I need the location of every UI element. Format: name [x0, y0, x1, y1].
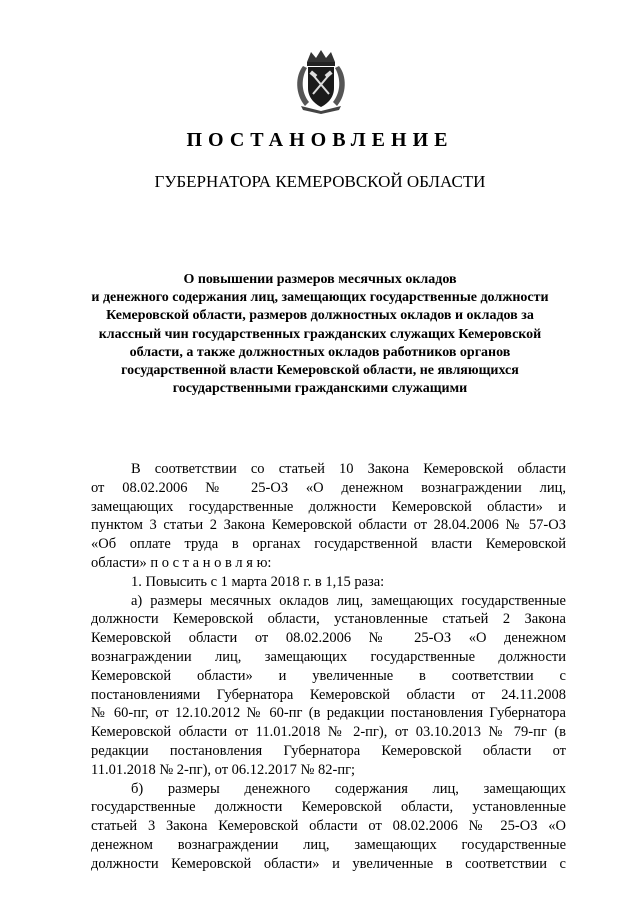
- body-line: редакции постановления Губернатора Кемеровской области от: [91, 742, 566, 759]
- body-line: а) размеры месячных окладов лиц, замещающих государственные: [131, 592, 566, 609]
- body-line: денежном вознаграждении лиц, замещающих государственные: [91, 836, 566, 853]
- body-line: области» п о с т а н о в л я ю:: [91, 554, 272, 571]
- body-line: Кемеровской области от 11.01.2018 № 2-пг), от 03.10.2013 № 79-пг (в: [91, 724, 566, 741]
- body-line: должности Кемеровской области» и увеличенные в соответствии с: [91, 855, 566, 872]
- body-line: постановлениями Губернатора Кемеровской области от 24.11.2008: [91, 686, 566, 703]
- title-line: Кемеровской области, размеров должностных окладов и окладов за: [106, 308, 534, 324]
- title-line: государственной власти Кемеровской области, не являющихся: [121, 363, 519, 379]
- title-line: классный чин государственных гражданских служащих Кемеровской: [98, 326, 542, 342]
- document-type-heading: ПОСТАНОВЛЕНИЕ: [186, 129, 454, 151]
- title-line: государственными гражданскими служащими: [172, 381, 468, 397]
- body-line: Кемеровской области» и увеличенные в соответствии с: [91, 667, 566, 684]
- issuer-heading: ГУБЕРНАТОРА КЕМЕРОВСКОЙ ОБЛАСТИ: [154, 172, 486, 191]
- title-line: О повышении размеров месячных окладов: [183, 272, 457, 287]
- body-line: вознаграждении лиц, замещающих государственные должности: [91, 648, 566, 665]
- body-line: государственные должности Кемеровской области, установленные: [91, 799, 566, 816]
- body-line: должности Кемеровской области, установленные статьей 2 Закона: [91, 611, 566, 628]
- body-line: статьей 3 Закона Кемеровской области от 08.02.2006 № 25-ОЗ «О: [91, 818, 566, 835]
- body-line: от 08.02.2006 № 25-ОЗ «О денежном вознаграждении лиц,: [91, 479, 566, 496]
- body-line: замещающих государственные должности Кемеровской области» и: [91, 498, 566, 515]
- body-line: пунктом 3 статьи 2 Закона Кемеровской области от 28.04.2006 № 57-ОЗ: [91, 517, 566, 534]
- title-line: области, а также должностных окладов работников органов: [129, 344, 511, 360]
- body-line: № 60-пг, от 12.10.2012 № 60-пг (в редакции постановления Губернатора: [91, 705, 566, 722]
- body-line: «Об оплате труда в органах государственной власти Кемеровской: [91, 536, 566, 553]
- document-body: [91, 460, 566, 874]
- title-line: и денежного содержания лиц, замещающих государственные должности: [91, 290, 549, 306]
- body-line: 11.01.2018 № 2-пг), от 06.12.2017 № 82-пг;: [91, 761, 356, 778]
- coat-of-arms-emblem: [293, 48, 349, 114]
- body-line: б) размеры денежного содержания лиц, замещающих: [131, 780, 566, 797]
- body-line: Кемеровской области от 08.02.2006 № 25-ОЗ «О денежном: [91, 630, 566, 647]
- body-line: 1. Повысить с 1 марта 2018 г. в 1,15 раза:: [131, 573, 385, 590]
- body-line: В соответствии со статьей 10 Закона Кемеровской области: [131, 461, 566, 477]
- document-title: [84, 271, 556, 398]
